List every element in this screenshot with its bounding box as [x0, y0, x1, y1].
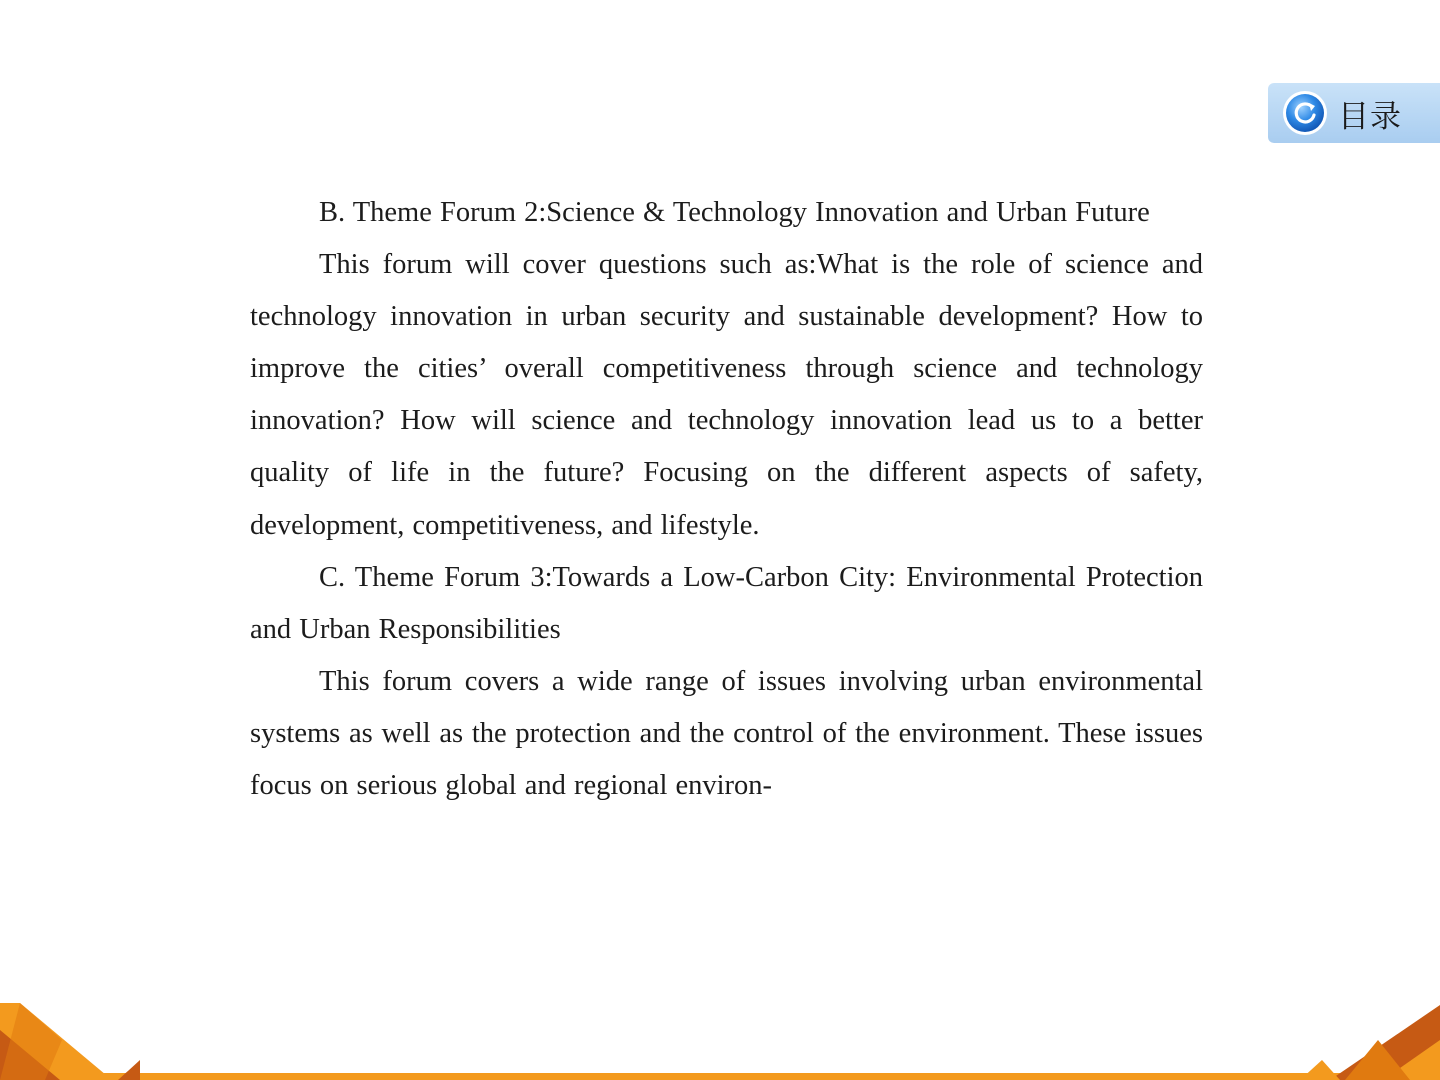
paragraph-forum-2-body: This forum will cover questions such as:What is the role of science and technology innovation in urban security and sustainable development? How to improve the cities’ overall competitiveness through science and technology innovation? How will science and technology innovation lead us to a better quality of life in the future? Focusing on the different aspects of safety, development, competitiveness, and lifestyle. [250, 249, 1203, 541]
paragraph-forum-3-body: This forum covers a wide range of issues involving urban environmental systems as well as the protection and the control of the environment. These issues focus on serious global and regional environ- [250, 665, 1203, 802]
paragraph-forum-3-heading: C. Theme Forum 3:Towards a Low-Carbon City: Environmental Protection and Urban Responsibilities [250, 561, 1203, 645]
article-text [250, 187, 1203, 812]
refresh-icon [1282, 90, 1328, 136]
toc-button[interactable] [1268, 83, 1440, 143]
toc-label: 目录 [1338, 98, 1402, 135]
paragraph-forum-2-heading: B. Theme Forum 2:Science & Technology Innovation and Urban Future [319, 197, 1150, 228]
